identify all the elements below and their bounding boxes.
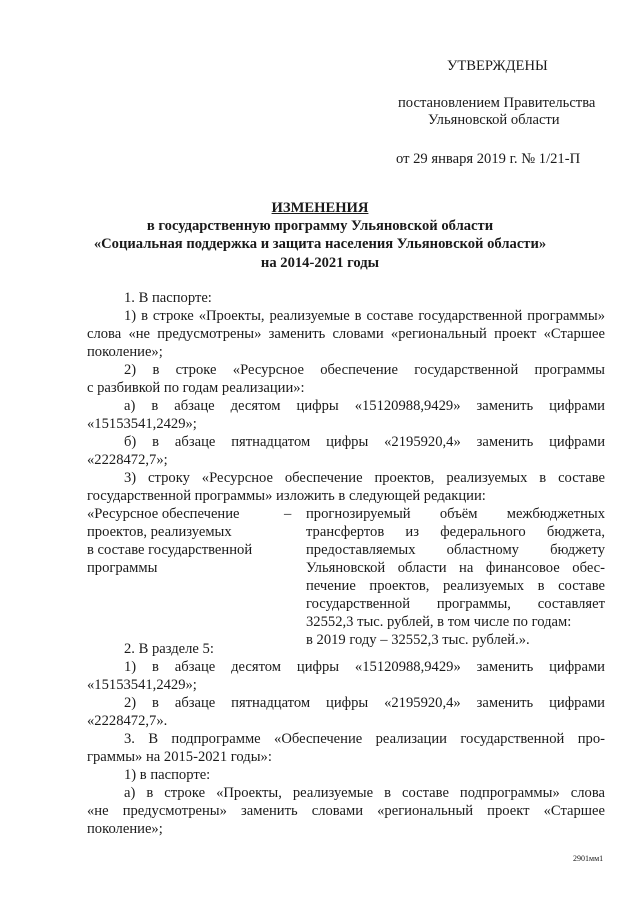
paragraph-line: 1) в строке «Проекты, реализуемые в составе государственной программы» <box>124 308 605 324</box>
table-right-line: печение проектов, реализуемых в составе <box>306 578 605 594</box>
paragraph-line: 2) в строке «Ресурсное обеспечение государственной программы <box>124 362 605 378</box>
paragraph-line: а) в абзаце десятом цифры «15120988,9429» заменить цифрами <box>124 398 605 414</box>
paragraph-line: а) в строке «Проекты, реализуемые в составе подпрограммы» слова <box>124 785 605 801</box>
paragraph-line: слова «не предусмотрены» заменить словами «региональный проект «Старшее <box>87 326 605 342</box>
paragraph-line: «15153541,2429»; <box>87 677 197 693</box>
table-left-line: программы <box>87 560 158 576</box>
document-title: ИЗМЕНЕНИЯ <box>271 200 369 216</box>
table-left-line: в составе государственной <box>87 542 253 558</box>
resolution-line-2: Ульяновской области <box>428 112 560 128</box>
resolution-line-1: постановлением Правительства <box>398 95 596 111</box>
section-1-heading: 1. В паспорте: <box>124 290 212 306</box>
paragraph-line: 3. В подпрограмме «Обеспечение реализации государственной про- <box>124 731 605 747</box>
paragraph-line: поколение»; <box>87 821 163 837</box>
title-line-2: «Социальная поддержка и защита населения Ульяновской области» <box>93 236 547 252</box>
paragraph-line: «15153541,2429»; <box>87 416 197 432</box>
paragraph-line: «не предусмотрены» заменить словами «региональный проект «Старшее <box>87 803 605 819</box>
title-line-3: на 2014-2021 годы <box>260 255 380 271</box>
table-right-line: в 2019 году – 32552,3 тыс. рублей.». <box>306 632 530 648</box>
paragraph-line: государственной программы» изложить в следующей редакции: <box>87 488 486 504</box>
table-right-line: трансфертов из федерального бюджета, <box>306 524 605 540</box>
table-dash: – <box>284 506 292 522</box>
table-right-line: 32552,3 тыс. рублей, в том числе по годам: <box>306 614 572 630</box>
title-line-1: в государственную программу Ульяновской области <box>146 218 494 234</box>
paragraph-line: граммы» на 2015-2021 годы»: <box>87 749 272 765</box>
section-2-heading: 2. В разделе 5: <box>124 641 214 657</box>
table-left-line: «Ресурсное обеспечение <box>87 506 240 522</box>
approved-label: УТВЕРЖДЕНЫ <box>447 58 548 74</box>
paragraph-line: с разбивкой по годам реализации»: <box>87 380 305 396</box>
table-left-line: проектов, реализуемых <box>87 524 232 540</box>
table-right-column <box>306 505 605 649</box>
paragraph-line: 1) в паспорте: <box>124 767 211 783</box>
paragraph-line: поколение»; <box>87 344 163 360</box>
paragraph-line: 1) в абзаце десятом цифры «15120988,9429» заменить цифрами <box>124 659 605 675</box>
table-left-column <box>87 505 272 577</box>
paragraph-line: б) в абзаце пятнадцатом цифры «2195920,4» заменить цифрами <box>124 434 605 450</box>
paragraph-line: «2228472,7». <box>87 713 168 729</box>
paragraph-line: 3) строку «Ресурсное обеспечение проектов, реализуемых в составе <box>124 470 605 486</box>
table-right-line: прогнозируемый объём межбюджетных <box>306 506 605 522</box>
table-right-line: государственной программы, составляет <box>306 596 605 612</box>
footer-code: 2901мм1 <box>573 854 604 863</box>
table-right-line: предоставляемых областному бюджету <box>306 542 605 558</box>
table-right-line: Ульяновской области на финансовое обес- <box>306 560 605 576</box>
paragraph-line: «2228472,7»; <box>87 452 168 468</box>
resolution-date: от 29 января 2019 г. № 1/21-П <box>396 151 581 167</box>
paragraph-line: 2) в абзаце пятнадцатом цифры «2195920,4» заменить цифрами <box>124 695 605 711</box>
